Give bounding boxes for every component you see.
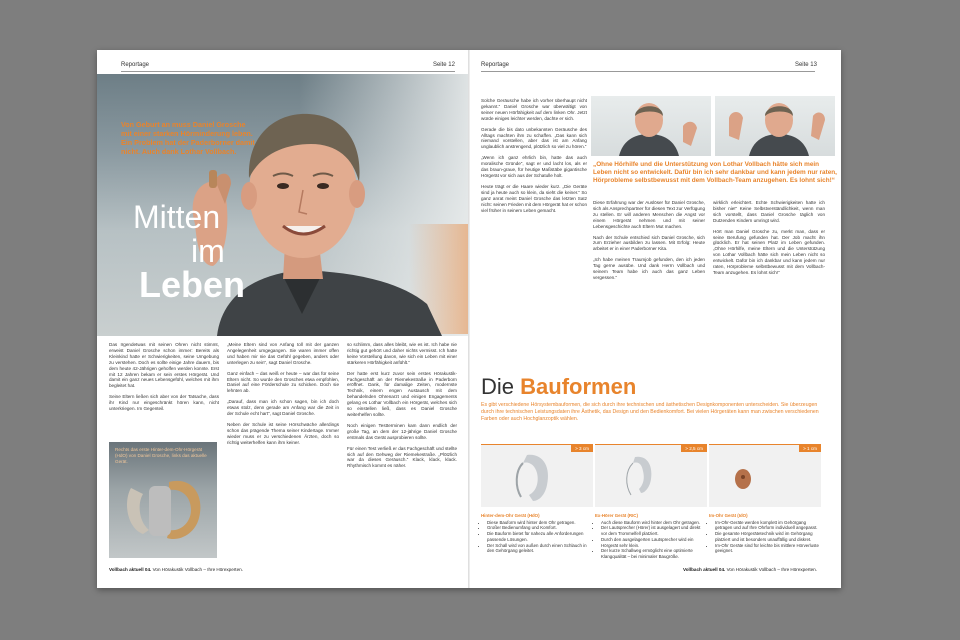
headline-line-1: Mitten: [133, 199, 221, 235]
paragraph: Für einen Test verließ er das Fachgeschäft und stellte sich auf den Gehweg der Riemekestraße. „Plötzlich war da dieses Geräusch.“ Klack, klack, klack. Rhythmisch kommt es näher.: [347, 445, 457, 469]
paragraph: Das Irgendetwas mit seinen Ohren nicht stimmt, erweist Daniel Grosche schon immer: Bereits als Kleinkind hatte er Schwierigkeiten, seine Umgebung zu verstehen. Doch es sollte einige Jahre dauern, bis dem heute 42-Jährigen geholfen werden konnte. Erst mit 12 Jahren bekam er sein erstes Hörgerät. Und damit ein ganz neues Lebensgefühl, welches mit ihm begleitet hat.: [109, 342, 219, 389]
list-item: • Im-Ohr Geräte sind für leichte bis mittlere Hörverluste geeignet.: [715, 543, 821, 554]
product-card-ric: [595, 444, 707, 507]
hero-photo: [97, 74, 469, 336]
article-intro: Von Geburt an muss Daniel Grosche mit einer starken Hörminderung leben. Ein Problem hat der Paderborner damit nicht. Auch dank Lothar Vollbach.: [121, 120, 255, 156]
paragraph: wirklich erleichtert. Echte Schwierigkeiten hatte ich bisher nie!“ Keine Selbstverständlichkeit, wenn man sich vorstellt, dass Daniel Grosche täglich von Dutzenden Kindern umringt wird.: [713, 200, 825, 223]
headline-line-2: im: [191, 233, 225, 269]
magazine-spread: [97, 50, 841, 588]
photo-strip: [591, 96, 837, 156]
list-item: • Durch den ausgelagerten Lautsprecher wird ein Hörgerät sehr klein.: [601, 537, 707, 548]
paragraph: Hört man Daniel Grosche zu, merkt man, dass er seine Berufung gefunden hat. Der Job macht ihn glücklich. Er hat seinen Platz im Leben gefunden. „Ohne Hörhilfe, meine Eltern und die Unterstützung von Lothar Vollbach hätte sich mein Leben nicht so entwickelt. Dafür bin ich dankbar und kann jedem nur raten, Hörprobleme selbstbewusst mit dem Vollbach-Team anzugehen. Es lohnt sich!“: [713, 228, 825, 275]
section-title: Die Bauformen: [481, 374, 637, 399]
list-item: • Die gesamte Hörgerätetechnik wird im Gehörgang platziert und ist besonders unauffällig und diskret.: [715, 531, 821, 542]
paragraph: Seine Eltern ließen sich aber von der Tatsache, dass ihr Kind nur eingeschränkt hören kann, nicht unterkriegen. Im Gegenteil.: [109, 394, 219, 412]
list-item: • Die Bauform bietet für nahezu alle Anforderungen passende Lösungen.: [487, 531, 593, 542]
paragraph: „Meine Eltern sind von Anfang toll mit der ganzen Angelegenheit umgegangen. Sie waren immer offen und haben mir nie das Gefühl gegeben, anders oder unterlegen zu sein“, sagt Daniel Grosche.: [227, 342, 339, 365]
body-column-2: [227, 342, 339, 451]
list-item: • Diese Bauform wird hinter dem Ohr getragen.: [487, 520, 593, 526]
paragraph: Diese Erfahrung war der Auslöser für Daniel Grosche, sich als Ansprechpartner für diesen Text zur Verfügung zu stellen. Er will anderen Menschen die Angst vor einem Hörgerät nehmen und mit seiner Lebensgeschichte auch Eltern Mut machen.: [593, 200, 705, 229]
folio: Vollbach aktuell 04. Von Hörakustik Vollbach – Ihre Hörexperten.: [683, 567, 817, 572]
paragraph: Nach der Schule entschied sich Daniel Grosche, sich zum Erzieher ausbilden zu lassen. Mit Erfolg: Heute arbeitet er in einer Paderborner Kita.: [593, 234, 705, 252]
body-column-2: [593, 200, 705, 286]
list-item: • Im-Ohr-Geräte werden komplett im Gehörgang getragen und auf Ihre Ohrform individuell angepasst.: [715, 520, 821, 531]
right-page: [469, 50, 841, 588]
size-badge: > 2,5 cm: [681, 445, 707, 452]
paragraph: „Wenn ich ganz ehrlich bin, hatte das auch moralische Gründe“, sagt er und lacht los, als er das braun-graue, für heutige Maßstäbe gigantische Hörgerät vor sich aus der Schatulle holt.: [481, 155, 587, 178]
product-description-ido: Im-Ohr Gerät (IdO) • Im-Ohr-Geräte werden komplett im Gehörgang getragen und auf Ihre Ohrform individuell angepasst. • Die gesamte Hörgerätetechnik wird im Gehörgang platziert und ist besonders unauffällig und diskret. • Im-Ohr Geräte sind für leichte bis mittlere Hörverluste geeignet.: [709, 513, 821, 554]
paragraph: so schlimm, dass alles bleibt, wie es ist. Ich habe nie richtig gut gehört und daher nichts vermisst. Ich hatte keine Vorstellung davon, wie sich ein Leben mit einer stärkeren Hörfähigkeit anfühlt.“: [347, 342, 457, 365]
body-column-3: [713, 200, 825, 281]
page-number: Seite 12: [432, 62, 455, 68]
hearing-aid-photo: [109, 442, 217, 558]
paragraph: Heute trägt er die Haare wieder kurz. „Die Geräte sind ja heute auch so klein, da sieht die keiner.“ So ganz anrat meint Daniel Grosche das letzten Satz nicht: seinen Frieden mit dem Hörgerät hat er schon viel früher in seinem Leben gemacht.: [481, 183, 587, 213]
paragraph: Gerade die bis dato unbekannten Geräusche des Alltags machten ihm zu schaffen. „Das kann sich niemand vorstellen, aber das ist am Anfang unglaublich anstrengend, plötzlich so viel zu hören.“: [481, 126, 587, 150]
size-badge: > 1 cm: [799, 445, 821, 452]
list-item: • Der kurze Schallweg ermöglicht eine optimierte Klangqualität – bei minimaler Baugröße.: [601, 548, 707, 559]
paragraph: Der hatte erst kurz zuvor sein erstes Hörakustik-Fachgeschäft an der Riemekestraße in Paderborn eröffnet. Dank, für damalige Zeiten, modernste Technik, einem engen Austausch mit dem behandelnden Ohrenarzt und einigen Engagements gelang es Lothar Vollbach ein Hörgerät, welches sich so einstellen ließ, dass es Daniel Grosche weiterhelfen sollte.: [347, 370, 457, 417]
pull-quote: „Ohne Hörhilfe und die Unterstützung von Lothar Vollbach hätte sich mein Leben nicht so entwickelt. Dafür bin ich sehr dankbar und kann jedem nur raten, Hörprobleme selbstbewusst mit dem Vollbach-Team anzugehen. Es lohnt sich!“: [593, 161, 837, 184]
article-headline: [133, 199, 246, 305]
body-column-3: [347, 342, 457, 474]
product-description-hdo: Hinter-dem-Ohr Gerät (HdO) • Diese Bauform wird hinter dem Ohr getragen. • Großer Bedienumfang und Komfort. • Die Bauform bietet für nahezu alle Anforderungen passende Lösungen. • Der Schall wird von außen durch einen Schlauch in den Gehörgang geleitet.: [481, 513, 593, 554]
body-column-1: [109, 342, 219, 417]
hdo-device-icon: [481, 445, 593, 507]
list-item: • Der Lautsprecher (Hörer) ist ausgelagert und direkt vor dem Trommelfell platziert.: [601, 525, 707, 536]
list-item: • Auch diese Bauform wird hinter dem Ohr getragen.: [601, 520, 707, 526]
interview-photo-2: [715, 96, 835, 156]
product-card-hdo: [481, 444, 593, 507]
photo-caption: Rechts das erste Hinter-dem-Ohr-Hörgerät (HdO) von Daniel Grosche, links das aktuelle Gerät.: [115, 447, 207, 464]
product-card-ido: [709, 444, 821, 507]
section-intro: Es gibt verschiedene Hörsystembauformen, die sich durch ihre technischen und ästhetischen Designkomponenten unterscheiden. Sie überzeugen durch ihre technischen Leistungsdaten ihre Ästhetik, das Design und den Bedienkomfort. Bei vielen Hörgeräten kann man zwischen verschiedenen Farben oder auch Hochglanzoptik wählen.: [481, 402, 819, 422]
section-label: Reportage: [481, 62, 510, 68]
size-badge: > 3 cm: [571, 445, 593, 452]
ido-device-icon: [709, 445, 821, 507]
paragraph: Neben der Schule ist seine Hörschwäche allerdings schon das prägende Thema seiner Kindertage. Immer wieder muss er zu verschiedenen Ärzten, doch so richtig weiterhelfen kann ihm keiner.: [227, 421, 339, 445]
paragraph: „Ich habe meinen Traumjob gefunden, den ich jeden Tag gerne ausübe. Und dank Herrn Vollbach und seinem Team habe ich auch das ganz Leben vergessen.“: [593, 257, 705, 280]
ric-device-icon: [595, 445, 707, 507]
header-rule: [481, 71, 815, 72]
section-label: Reportage: [121, 62, 150, 68]
list-item: • Der Schall wird von außen durch einen Schlauch in den Gehörgang geleitet.: [487, 543, 593, 554]
paragraph: „Darauf, dass man ich schon sagen, bin ich doch etwas stolz, denn gerade am Anfang war die Zeit in der Schule echt hart“, sagt Daniel Grosche.: [227, 399, 339, 417]
headline-line-3: Leben: [139, 264, 246, 305]
paragraph: Ganz einfach – das weiß er heute – war das für seine Eltern nicht. So wurde den Grosches etwa empfohlen, Daniel auf eine Förderschule zu schicken. Doch sie lehnten ab.: [227, 370, 339, 394]
list-item: • Großer Bedienumfang und Komfort.: [487, 525, 593, 531]
folio: Vollbach aktuell 04. Von Hörakustik Vollbach – Ihre Hörexperten.: [109, 567, 243, 572]
body-column-1: [481, 98, 587, 218]
left-page: [97, 50, 469, 588]
hearing-aid-icon: [109, 442, 217, 558]
paragraph: Solche Geräusche habe ich vorher überhaupt nicht gekannt.“ Daniel Grosche war überwältigt von seiner neuen Hörfähigkeit auf dem linken Ohr. Jetzt würde einiges leichter werden, dachte er sich.: [481, 98, 587, 121]
interview-photo-1: [591, 96, 711, 156]
page-number: Seite 13: [794, 62, 817, 68]
header-rule: [121, 71, 455, 72]
product-description-ric: Ex-Hörer Gerät (RIC) • Auch diese Bauform wird hinter dem Ohr getragen. • Der Lautsprecher (Hörer) ist ausgelagert und direkt vor dem Trommelfell platziert. • Durch den ausgelagerten Lautsprecher wird ein Hörgerät sehr klein. • Der kurze Schallweg ermöglicht eine optimierte Klangqualität – bei minimaler Baugröße.: [595, 513, 707, 560]
paragraph: Noch einigen Testterminen kam dann endlich der große Tag, an dem der 12-jährige Daniel Grosche erstmals das Gerät ausprobieren sollte.: [347, 422, 457, 440]
